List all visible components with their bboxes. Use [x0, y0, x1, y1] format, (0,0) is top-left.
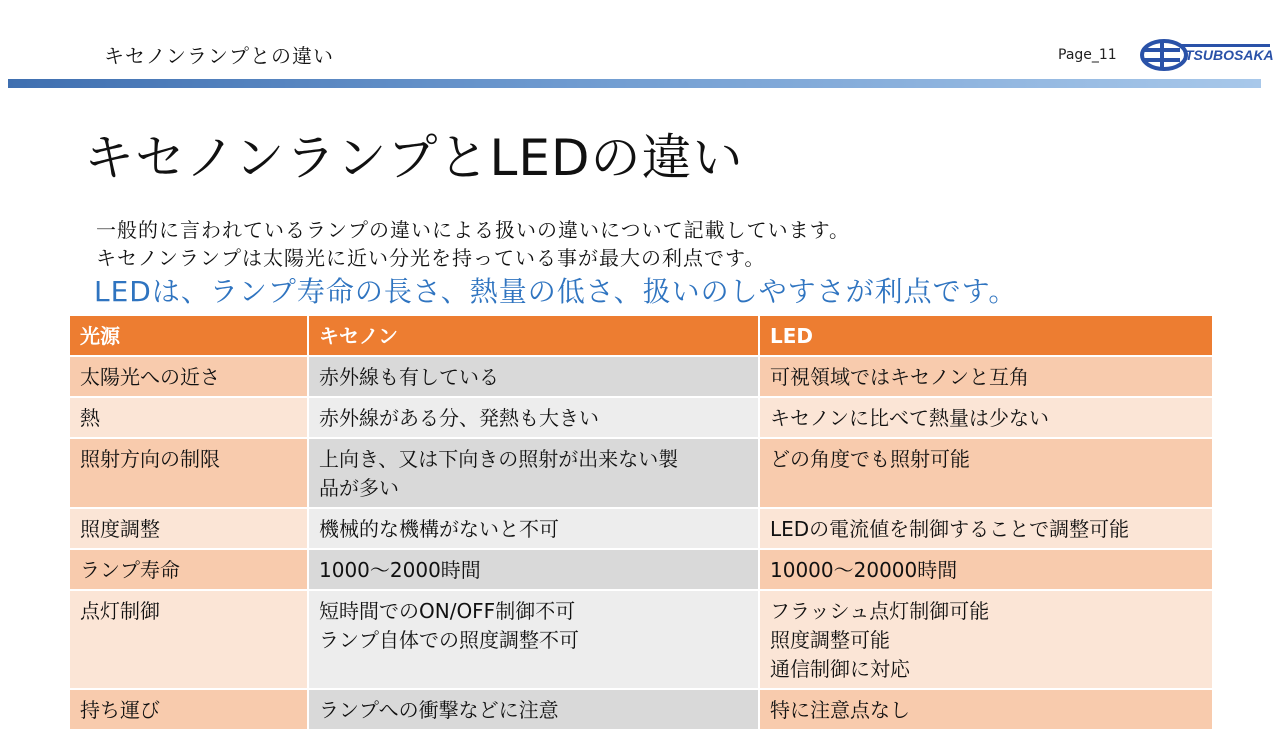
xenon-text: ランプへの衝撃などに注意 [319, 698, 559, 722]
row-label: 照度調整 [69, 508, 308, 549]
led-text: 可視領域ではキセノンと互角 [770, 365, 1029, 389]
xenon-text: 上向き、又は下向きの照射が出来ない製 [319, 447, 679, 471]
xenon-cell [308, 508, 759, 549]
logo-text: TSUBOSAKA [1185, 47, 1274, 63]
row-label: ランプ寿命 [69, 549, 308, 590]
description-line-1: 一般的に言われているランプの違いによる扱いの違いについて記載しています。 [96, 218, 850, 242]
header-led: LED [759, 315, 1213, 356]
xenon-cell [308, 689, 759, 730]
table-row [69, 397, 1213, 438]
highlight-text: LEDは、ランプ寿命の長さ、熱量の低さ、扱いのしやすさが利点です。 [94, 275, 1018, 308]
row-label: 点灯制御 [69, 590, 308, 689]
led-text: フラッシュ点灯制御可能 [770, 599, 990, 623]
header-light-source: 光源 [69, 315, 308, 356]
table-row [69, 689, 1213, 730]
row-label: 太陽光への近さ [69, 356, 308, 397]
xenon-cell [308, 356, 759, 397]
led-text: LEDの電流値を制御することで調整可能 [770, 517, 1130, 541]
xenon-text: 赤外線がある分、発熱も大きい [319, 406, 599, 430]
table-row [69, 549, 1213, 590]
led-cell [759, 397, 1213, 438]
xenon-text: 機械的な機構がないと不可 [319, 517, 559, 541]
xenon-cell [308, 549, 759, 590]
comparison-table [68, 314, 1214, 731]
xenon-text: 赤外線も有している [319, 365, 499, 389]
row-label: 照射方向の制限 [69, 438, 308, 508]
row-label: 熱 [69, 397, 308, 438]
table-row [69, 508, 1213, 549]
xenon-cell [308, 438, 759, 508]
tsubosaka-logo [1140, 38, 1274, 72]
table-row [69, 590, 1213, 689]
table-row [69, 438, 1213, 508]
xenon-cell [308, 397, 759, 438]
header-divider-bar [8, 79, 1261, 88]
led-text: 通信制御に対応 [770, 657, 910, 681]
xenon-text: ランプ自体での照度調整不可 [319, 628, 579, 652]
led-cell [759, 689, 1213, 730]
led-text: 照度調整可能 [770, 628, 890, 652]
led-cell [759, 356, 1213, 397]
page-title: キセノンランプとLEDの違い [84, 129, 744, 187]
header-xenon: キセノン [308, 315, 759, 356]
row-label: 持ち運び [69, 689, 308, 730]
led-text: 10000～20000時間 [770, 558, 958, 582]
xenon-cell [308, 590, 759, 689]
led-text: どの角度でも照射可能 [770, 447, 970, 471]
led-cell [759, 508, 1213, 549]
led-text: キセノンに比べて熱量は少ない [770, 406, 1049, 430]
table-header-row [69, 315, 1213, 356]
led-text: 特に注意点なし [770, 698, 910, 722]
xenon-text: 1000～2000時間 [319, 558, 481, 582]
header-title: キセノンランプとの違い [104, 44, 334, 68]
description-line-2: キセノンランプは太陽光に近い分光を持っている事が最大の利点です。 [96, 246, 766, 270]
xenon-text: 品が多い [319, 476, 399, 500]
xenon-text: 短時間でのON/OFF制御不可 [319, 599, 576, 623]
led-cell [759, 549, 1213, 590]
table-row [69, 356, 1213, 397]
led-cell [759, 590, 1213, 689]
page-number: Page_11 [1058, 47, 1117, 63]
led-cell [759, 438, 1213, 508]
